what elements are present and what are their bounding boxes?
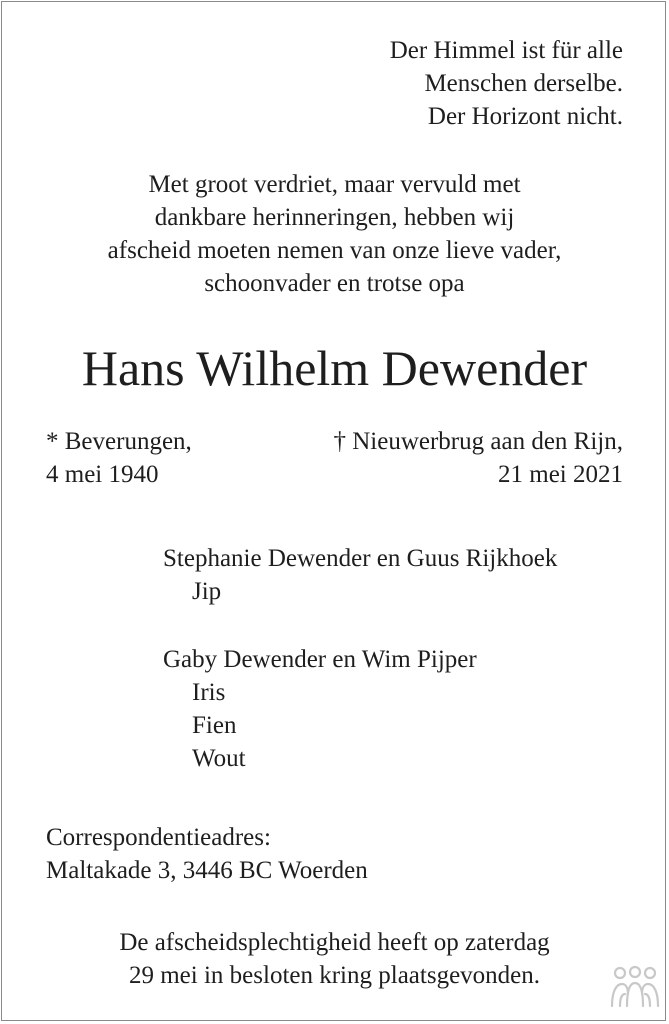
intro-line: Met groot verdriet, maar vervuld met	[148, 171, 521, 198]
child-name: Wout	[192, 745, 246, 772]
family-children	[192, 575, 221, 608]
quote-line: Menschen derselbe.	[424, 70, 623, 97]
quote-line: Der Himmel ist für alle	[389, 37, 623, 64]
ceremony-text	[0, 926, 669, 992]
people-group-icon	[608, 964, 662, 1012]
deceased-name: Hans Wilhelm Dewender	[81, 340, 588, 396]
child-name: Jip	[192, 578, 222, 605]
ceremony-line: 29 mei in besloten kring plaatsgevonden.	[128, 962, 541, 989]
birth-place: * Beverungen,	[46, 428, 192, 455]
quote-line: Der Horizont nicht.	[427, 103, 623, 130]
correspondence-address: Maltakade 3, 3446 BC Woerden	[46, 857, 368, 884]
intro-line: dankbare herinneringen, hebben wij	[154, 204, 515, 231]
death-date: 21 mei 2021	[498, 461, 623, 488]
death-info	[333, 425, 623, 491]
family-parents: Gaby Dewender en Wim Pijper	[163, 646, 477, 673]
correspondence-label: Correspondentieadres:	[46, 824, 271, 851]
child-name: Fien	[192, 712, 237, 739]
death-place: † Nieuwerbrug aan den Rijn,	[333, 428, 623, 455]
family-parents: Stephanie Dewender en Guus Rijkhoek	[163, 545, 558, 572]
intro-line: afscheid moeten nemen van onze lieve vader,	[107, 237, 562, 264]
birth-date: 4 mei 1940	[46, 461, 159, 488]
ceremony-line: De afscheidsplechtigheid heeft op zaterdag	[119, 929, 550, 956]
correspondence	[46, 821, 368, 887]
family-children	[192, 676, 246, 775]
intro-text	[0, 168, 669, 300]
child-name: Iris	[192, 679, 226, 706]
intro-line: schoonvader en trotse opa	[204, 270, 465, 297]
quote	[390, 34, 623, 133]
birth-info	[46, 425, 192, 491]
